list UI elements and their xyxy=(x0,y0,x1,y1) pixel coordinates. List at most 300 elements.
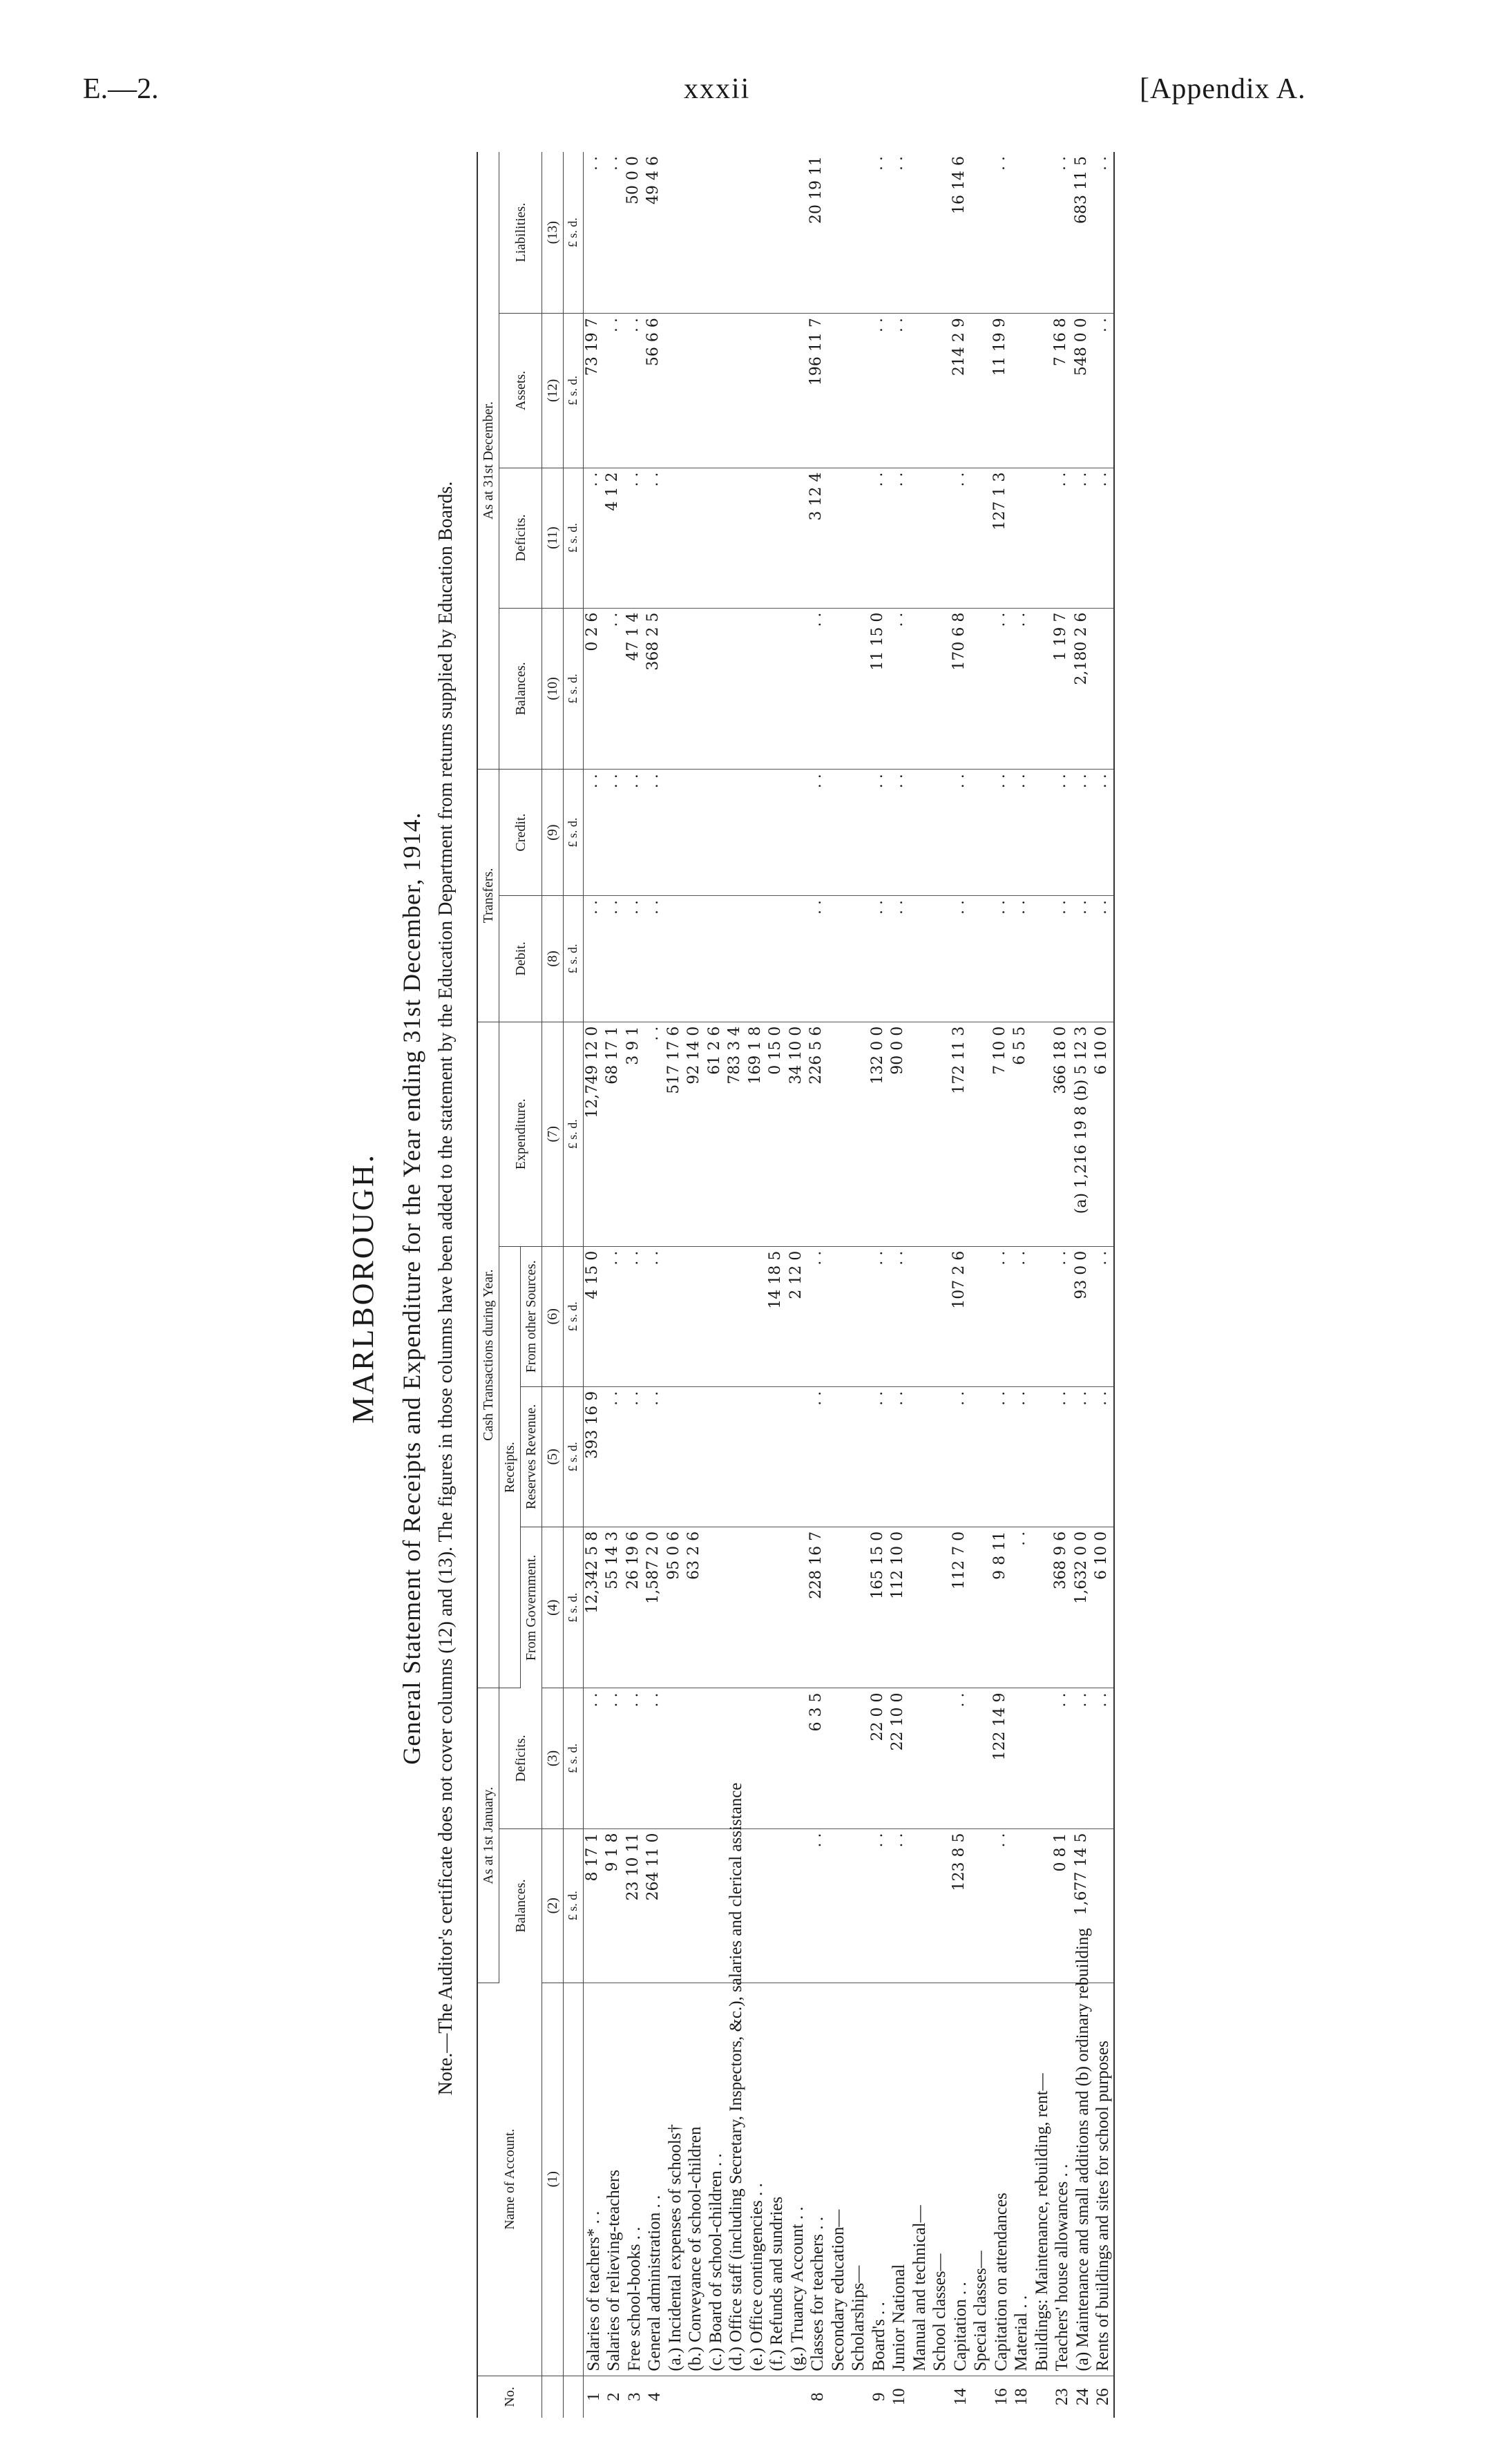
page-title: MARLBOROUGH. xyxy=(346,1153,380,1424)
amount-cell: . . xyxy=(1052,468,1073,608)
amount-cell xyxy=(747,468,767,608)
amount-cell: . . xyxy=(604,896,624,1022)
amount-cell: 11 15 0 xyxy=(869,608,890,770)
page-header-right: [Appendix A. xyxy=(1140,73,1306,105)
col-number: (4) xyxy=(542,1527,564,1688)
currency-units: £ s. d. xyxy=(564,1386,584,1527)
col-receipts-header: Receipts. xyxy=(499,1246,521,1688)
amount-cell xyxy=(930,896,950,1022)
col-balances-dec-header: Balances. xyxy=(499,608,542,770)
amount-cell xyxy=(665,770,686,896)
amount-cell xyxy=(726,468,747,608)
amount-cell: . . xyxy=(1011,770,1032,896)
col-deficits-dec-header: Deficits. xyxy=(499,468,542,608)
amount-cell xyxy=(970,468,991,608)
amount-cell: . . xyxy=(1093,1688,1114,1828)
amount-cell: 2,180 2 6 xyxy=(1073,608,1093,770)
amount-cell xyxy=(767,314,787,468)
amount-cell xyxy=(828,1688,849,1828)
amount-cell xyxy=(848,314,869,468)
amount-cell: 47 1 4 xyxy=(624,608,645,770)
account-name: School classes— xyxy=(930,1983,950,2376)
amount-cell: . . xyxy=(604,1688,624,1828)
amount-cell xyxy=(828,770,849,896)
amount-cell: . . xyxy=(991,896,1012,1022)
table-row xyxy=(970,152,991,2418)
table-row xyxy=(991,152,1012,2418)
col-credit-header: Credit. xyxy=(499,770,542,896)
amount-cell xyxy=(828,314,849,468)
amount-cell: 14 18 5 xyxy=(767,1246,787,1386)
account-number: 14 xyxy=(950,2388,970,2406)
account-number xyxy=(767,2376,787,2418)
table-row xyxy=(910,152,930,2418)
amount-cell: 6 3 5 xyxy=(807,1688,828,1828)
amount-cell: 56 6 6 xyxy=(644,314,665,468)
col-liabilities-header: Liabilities. xyxy=(499,152,542,314)
account-number xyxy=(787,2376,808,2418)
amount-cell xyxy=(747,1386,767,1527)
amount-cell xyxy=(970,770,991,896)
amount-cell: . . xyxy=(950,1386,971,1527)
amount-cell: 49 4 6 xyxy=(644,152,665,314)
amount-cell xyxy=(848,1688,869,1828)
amount-cell: . . xyxy=(869,896,890,1022)
amount-cell: 683 11 5 xyxy=(1073,152,1093,314)
amount-cell xyxy=(848,1022,869,1246)
amount-cell: . . xyxy=(624,1688,645,1828)
account-name: Salaries of teachers* . . xyxy=(583,1983,604,2376)
amount-cell: . . xyxy=(807,608,828,770)
amount-cell: 2 12 0 xyxy=(787,1246,808,1386)
amount-cell: . . xyxy=(1093,314,1114,468)
amount-cell: . . xyxy=(889,468,910,608)
amount-cell xyxy=(787,1828,808,1983)
col-debit-header: Debit. xyxy=(499,896,542,1022)
table-row xyxy=(1093,152,1114,2418)
col-number: (1) xyxy=(542,1983,564,2376)
amount-cell: 8 17 1 xyxy=(583,1828,604,1983)
amount-cell xyxy=(706,314,727,468)
table-row xyxy=(685,152,706,2418)
amount-cell: . . xyxy=(583,896,604,1022)
amount-cell xyxy=(1011,1688,1032,1828)
amount-cell: . . xyxy=(869,314,890,468)
amount-cell: . . xyxy=(889,1246,910,1386)
amount-cell: 3 12 4 xyxy=(807,468,828,608)
amount-cell: 6 5 5 xyxy=(1011,1022,1032,1246)
amount-cell: . . xyxy=(604,152,624,314)
amount-cell xyxy=(747,896,767,1022)
amount-cell xyxy=(685,1828,706,1983)
amount-cell: 214 2 9 xyxy=(950,314,971,468)
amount-cell xyxy=(706,896,727,1022)
amount-cell xyxy=(970,1527,991,1688)
amount-cell: . . xyxy=(583,1688,604,1828)
amount-cell xyxy=(685,770,706,896)
account-name: (a.) Incidental expenses of schools† xyxy=(665,1983,686,2376)
col-group-cash: Cash Transactions during Year. xyxy=(477,1022,499,1688)
account-name: Buildings: Maintenance, rebuilding, rent— xyxy=(1032,1983,1053,2376)
amount-cell: . . xyxy=(1052,1246,1073,1386)
amount-cell xyxy=(787,1386,808,1527)
account-name: (d.) Office staff (including Secretary, Inspectors, &c.), salaries and clerical assistance xyxy=(726,1983,747,2376)
amount-cell xyxy=(910,1828,930,1983)
amount-cell: . . xyxy=(950,1688,971,1828)
amount-cell xyxy=(848,770,869,896)
amount-cell xyxy=(665,314,686,468)
amount-cell xyxy=(1011,314,1032,468)
amount-cell xyxy=(848,1527,869,1688)
amount-cell: 63 2 6 xyxy=(685,1527,706,1688)
amount-cell: 61 2 6 xyxy=(706,1022,727,1246)
amount-cell: . . xyxy=(807,1828,828,1983)
amount-cell xyxy=(665,468,686,608)
currency-units: £ s. d. xyxy=(564,608,584,770)
table-row xyxy=(747,152,767,2418)
col-expenditure-header: Expenditure. xyxy=(499,1022,542,1246)
amount-cell: . . xyxy=(889,770,910,896)
amount-cell xyxy=(1032,1688,1053,1828)
amount-cell: . . xyxy=(583,770,604,896)
table-row xyxy=(1032,152,1053,2418)
currency-units: £ s. d. xyxy=(564,770,584,896)
account-name: Teachers' house allowances . . xyxy=(1052,1983,1073,2376)
amount-cell xyxy=(1011,468,1032,608)
account-name: General administration . . xyxy=(644,1983,665,2376)
amount-cell xyxy=(910,1246,930,1386)
amount-cell xyxy=(1032,1246,1053,1386)
amount-cell: 34 10 0 xyxy=(787,1022,808,1246)
amount-cell xyxy=(747,1527,767,1688)
amount-cell: 112 7 0 xyxy=(950,1527,971,1688)
amount-cell xyxy=(685,152,706,314)
amount-cell: 11 19 9 xyxy=(991,314,1012,468)
amount-cell xyxy=(1032,314,1053,468)
amount-cell xyxy=(828,1022,849,1246)
amount-cell: 548 0 0 xyxy=(1073,314,1093,468)
account-number xyxy=(747,2376,767,2418)
amount-cell: . . xyxy=(644,468,665,608)
table-row xyxy=(787,152,808,2418)
amount-cell: . . xyxy=(991,1246,1012,1386)
table-row xyxy=(604,152,624,2418)
amount-cell: . . xyxy=(604,608,624,770)
amount-cell: . . xyxy=(807,1386,828,1527)
amount-cell: . . xyxy=(1052,1386,1073,1527)
amount-cell xyxy=(726,1246,747,1386)
account-name: Free school-books . . xyxy=(624,1983,645,2376)
currency-units: £ s. d. xyxy=(564,1022,584,1246)
amount-cell: 783 3 4 xyxy=(726,1022,747,1246)
account-name: Special classes— xyxy=(970,1983,991,2376)
amount-cell: . . xyxy=(869,1828,890,1983)
amount-cell: . . xyxy=(583,152,604,314)
auditor-note: Note.—The Auditor's certificate does not cover columns (12) and (13). The figures in those columns have been added to the statement by the Education Department from returns supplied by Education Boards. xyxy=(435,481,457,2096)
amount-cell xyxy=(767,1828,787,1983)
amount-cell xyxy=(930,1246,950,1386)
table-row xyxy=(583,152,604,2418)
amount-cell xyxy=(930,1828,950,1983)
amount-cell: 368 2 5 xyxy=(644,608,665,770)
amount-cell: . . xyxy=(889,608,910,770)
account-number: 16 xyxy=(991,2388,1010,2406)
amount-cell xyxy=(828,608,849,770)
amount-cell: 6 10 0 xyxy=(1093,1527,1114,1688)
amount-cell xyxy=(970,896,991,1022)
amount-cell xyxy=(970,1246,991,1386)
account-name: Material . . xyxy=(1011,1983,1032,2376)
col-number: (9) xyxy=(542,770,564,896)
amount-cell: 22 10 0 xyxy=(889,1688,910,1828)
amount-cell: 1 19 7 xyxy=(1052,608,1073,770)
account-name: Salaries of relieving-teachers xyxy=(604,1983,624,2376)
amount-cell xyxy=(910,314,930,468)
amount-cell xyxy=(848,608,869,770)
amount-cell: . . xyxy=(950,468,971,608)
amount-cell: 6 10 0 xyxy=(1093,1022,1114,1246)
amount-cell xyxy=(970,1022,991,1246)
amount-cell xyxy=(910,608,930,770)
amount-cell xyxy=(685,896,706,1022)
amount-cell: 95 0 6 xyxy=(665,1527,686,1688)
amount-cell xyxy=(910,770,930,896)
amount-cell: 170 6 8 xyxy=(950,608,971,770)
amount-cell: 226 5 6 xyxy=(807,1022,828,1246)
amount-cell: 26 19 6 xyxy=(624,1527,645,1688)
currency-units: £ s. d. xyxy=(564,1828,584,1983)
amount-cell xyxy=(787,1688,808,1828)
amount-cell: . . xyxy=(1073,1386,1093,1527)
amount-cell xyxy=(970,1386,991,1527)
amount-cell: . . xyxy=(1011,896,1032,1022)
amount-cell xyxy=(787,608,808,770)
col-number: (8) xyxy=(542,896,564,1022)
amount-cell: 50 0 0 xyxy=(624,152,645,314)
amount-cell xyxy=(1032,1386,1053,1527)
amount-cell: . . xyxy=(644,1246,665,1386)
account-number: 10 xyxy=(890,2388,909,2406)
amount-cell: . . xyxy=(991,608,1012,770)
table-row xyxy=(930,152,950,2418)
amount-cell xyxy=(767,896,787,1022)
amount-cell: . . xyxy=(869,770,890,896)
amount-cell xyxy=(848,1246,869,1386)
amount-cell xyxy=(930,314,950,468)
amount-cell: . . xyxy=(644,896,665,1022)
amount-cell xyxy=(726,152,747,314)
amount-cell xyxy=(970,314,991,468)
table-row xyxy=(726,152,747,2418)
col-group-jan: As at 1st January. xyxy=(477,1688,499,1983)
account-name: Capitation on attendances xyxy=(991,1983,1012,2376)
account-number xyxy=(848,2376,869,2418)
amount-cell: 127 1 3 xyxy=(991,468,1012,608)
amount-cell: 9 8 11 xyxy=(991,1527,1012,1688)
table-row xyxy=(807,152,828,2418)
col-number: (11) xyxy=(542,468,564,608)
amount-cell: 393 16 9 xyxy=(583,1386,604,1527)
amount-cell: . . xyxy=(889,1828,910,1983)
account-number: 26 xyxy=(1093,2376,1114,2418)
amount-cell xyxy=(706,608,727,770)
amount-cell xyxy=(665,152,686,314)
amount-cell: 228 16 7 xyxy=(807,1527,828,1688)
amount-cell xyxy=(970,1688,991,1828)
currency-units: £ s. d. xyxy=(564,152,584,314)
amount-cell xyxy=(910,1022,930,1246)
amount-cell: . . xyxy=(991,1386,1012,1527)
amount-cell xyxy=(747,770,767,896)
amount-cell xyxy=(726,1527,747,1688)
amount-cell: . . xyxy=(950,896,971,1022)
amount-cell xyxy=(910,1688,930,1828)
amount-cell: 0 8 1 xyxy=(1052,1828,1073,1983)
amount-cell: (a) 1,216 19 8 (b) 5 12 3 xyxy=(1073,1022,1093,1246)
table-row xyxy=(665,152,686,2418)
table-row xyxy=(889,152,910,2418)
amount-cell: . . xyxy=(604,314,624,468)
col-number: (6) xyxy=(542,1246,564,1386)
amount-cell xyxy=(787,314,808,468)
account-name: (a) Maintenance and small additions and (b) ordinary rebuilding xyxy=(1073,1983,1093,2376)
amount-cell xyxy=(665,896,686,1022)
amount-cell: . . xyxy=(624,770,645,896)
amount-cell: . . xyxy=(1093,770,1114,896)
account-number: 4 xyxy=(645,2392,664,2402)
amount-cell: . . xyxy=(1093,896,1114,1022)
amount-cell: 366 18 0 xyxy=(1052,1022,1073,1246)
currency-units: £ s. d. xyxy=(564,1527,584,1688)
currency-units: £ s. d. xyxy=(564,896,584,1022)
account-name: Classes for teachers . . xyxy=(807,1983,828,2376)
amount-cell xyxy=(1032,1828,1053,1983)
col-number: (7) xyxy=(542,1022,564,1246)
amount-cell xyxy=(930,608,950,770)
account-name: Secondary education— xyxy=(828,1983,849,2376)
amount-cell: . . xyxy=(604,1246,624,1386)
amount-cell: 1,677 14 5 xyxy=(1073,1828,1093,1983)
amount-cell xyxy=(726,314,747,468)
account-number xyxy=(930,2376,950,2418)
table-row xyxy=(624,152,645,2418)
amount-cell: . . xyxy=(644,1386,665,1527)
account-number: 23 xyxy=(1053,2388,1072,2406)
amount-cell: . . xyxy=(1011,1246,1032,1386)
currency-units: £ s. d. xyxy=(564,314,584,468)
amount-cell xyxy=(747,608,767,770)
page-number: xxxii xyxy=(684,73,751,105)
amount-cell xyxy=(930,1022,950,1246)
amount-cell xyxy=(685,468,706,608)
amount-cell xyxy=(848,1828,869,1983)
amount-cell: 1,632 0 0 xyxy=(1073,1527,1093,1688)
amount-cell: . . xyxy=(889,1386,910,1527)
amount-cell: 12,749 12 0 xyxy=(583,1022,604,1246)
amount-cell: 12,342 5 8 xyxy=(583,1527,604,1688)
account-number: 2 xyxy=(604,2392,624,2402)
amount-cell xyxy=(747,314,767,468)
amount-cell: 517 17 6 xyxy=(665,1022,686,1246)
col-no-header: No. xyxy=(477,2376,542,2418)
amount-cell xyxy=(930,468,950,608)
amount-cell: . . xyxy=(1011,1527,1032,1688)
amount-cell: . . xyxy=(889,896,910,1022)
amount-cell xyxy=(930,1527,950,1688)
amount-cell: 165 15 0 xyxy=(869,1527,890,1688)
amount-cell xyxy=(706,1527,727,1688)
col-group-dec: As at 31st December. xyxy=(477,152,499,770)
col-deficits-header: Deficits. xyxy=(499,1688,542,1828)
amount-cell: . . xyxy=(869,1386,890,1527)
amount-cell: . . xyxy=(604,1386,624,1527)
col-number: (2) xyxy=(542,1828,564,1983)
amount-cell xyxy=(970,608,991,770)
amount-cell: . . xyxy=(644,1688,665,1828)
account-name: Capitation . . xyxy=(950,1983,971,2376)
amount-cell: . . xyxy=(1052,152,1073,314)
amount-cell xyxy=(1032,468,1053,608)
amount-cell xyxy=(706,1386,727,1527)
amount-cell: . . xyxy=(624,1386,645,1527)
amount-cell xyxy=(828,1386,849,1527)
table-row xyxy=(828,152,849,2418)
amount-cell xyxy=(930,152,950,314)
amount-cell: . . xyxy=(889,152,910,314)
amount-cell xyxy=(747,152,767,314)
amount-cell: . . xyxy=(1052,770,1073,896)
amount-cell xyxy=(787,770,808,896)
col-name-header: Name of Account. xyxy=(477,1983,542,2376)
col-number: (13) xyxy=(542,152,564,314)
table-row xyxy=(706,152,727,2418)
amount-cell xyxy=(848,468,869,608)
col-number: (10) xyxy=(542,608,564,770)
account-name: Scholarships— xyxy=(848,1983,869,2376)
col-from-other-header: From other Sources. xyxy=(521,1246,542,1386)
amount-cell xyxy=(828,468,849,608)
table-row xyxy=(848,152,869,2418)
amount-cell: 90 0 0 xyxy=(889,1022,910,1246)
currency-units: £ s. d. xyxy=(564,1688,584,1828)
amount-cell xyxy=(726,896,747,1022)
amount-cell xyxy=(665,1386,686,1527)
amount-cell xyxy=(767,468,787,608)
amount-cell: 93 0 0 xyxy=(1073,1246,1093,1386)
amount-cell: 23 10 11 xyxy=(624,1828,645,1983)
amount-cell: 4 15 0 xyxy=(583,1246,604,1386)
amount-cell: . . xyxy=(869,1246,890,1386)
amount-cell xyxy=(828,1828,849,1983)
amount-cell: . . xyxy=(869,468,890,608)
page-header-left: E.—2. xyxy=(83,73,159,105)
amount-cell xyxy=(706,468,727,608)
amount-cell xyxy=(685,1246,706,1386)
amount-cell: 196 11 7 xyxy=(807,314,828,468)
amount-cell xyxy=(665,1246,686,1386)
amount-cell: 55 14 3 xyxy=(604,1527,624,1688)
amount-cell: 73 19 7 xyxy=(583,314,604,468)
amount-cell: 368 9 6 xyxy=(1052,1527,1073,1688)
table-row xyxy=(1011,152,1032,2418)
amount-cell xyxy=(848,152,869,314)
table-row xyxy=(1073,152,1093,2418)
currency-units: £ s. d. xyxy=(564,468,584,608)
amount-cell: 92 14 0 xyxy=(685,1022,706,1246)
col-number: (12) xyxy=(542,314,564,468)
table-row xyxy=(767,152,787,2418)
amount-cell: . . xyxy=(1073,770,1093,896)
